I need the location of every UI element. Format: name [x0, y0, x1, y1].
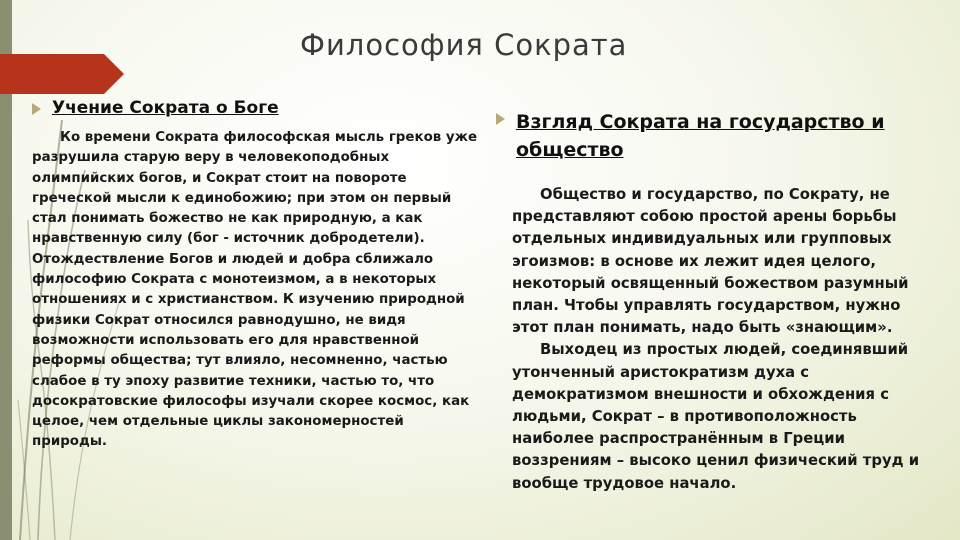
left-column — [32, 98, 482, 453]
bullet-icon — [496, 113, 505, 125]
title-accent-arrow — [0, 54, 124, 94]
slide-title: Философия Сократа — [300, 28, 628, 62]
left-heading — [32, 98, 482, 118]
right-paragraph-2: Выходец из простых людей, соединявший утонченный аристократизм духа с демократизмом внешности и обхождения с людьми, Сократ – в противоположность наиболее распространённым в Греции воззрениям – высоко ценил физический труд и вообще трудовое начало. — [512, 341, 920, 492]
right-column — [496, 108, 936, 495]
bullet-icon — [32, 103, 41, 115]
left-heading-text: Учение Сократа о Боге — [52, 98, 279, 118]
right-paragraph-1: Общество и государство, по Сократу, не представляют собою простой арены борьбы отдельных индивидуальных или групповых эгоизмов: в основе их лежит идея целого, некоторый освященный божеством разумный план. Чтобы управлять государством, нужно этот план понимать, надо быть «знающим». — [512, 186, 909, 337]
right-heading-text: Взгляд Сократа на государство и общество — [516, 111, 885, 161]
right-heading — [496, 108, 936, 164]
left-paragraph: Ко времени Сократа философская мысль греков уже разрушила старую веру в человекоподобных олимпийских богов, и Сократ стоит на повороте греческой мысли к единобожию; при этом он первый стал понимать божество не как природную, а как нравственную силу (бог - источник добродетели). Отождествление Богов и людей и добра сближало философию Сократа с монотеизмом, а в некоторых отношениях и с христианством. К изучению природной физики Сократ относился равнодушно, не видя возможности использовать его для нравственной реформы общества; тут влияло, несомненно, частью слабое в ту эпоху развитие техники, частью то, что досократовские философы изучали скорее космос, как целое, чем отдельные циклы закономерностей природы. — [32, 130, 478, 450]
